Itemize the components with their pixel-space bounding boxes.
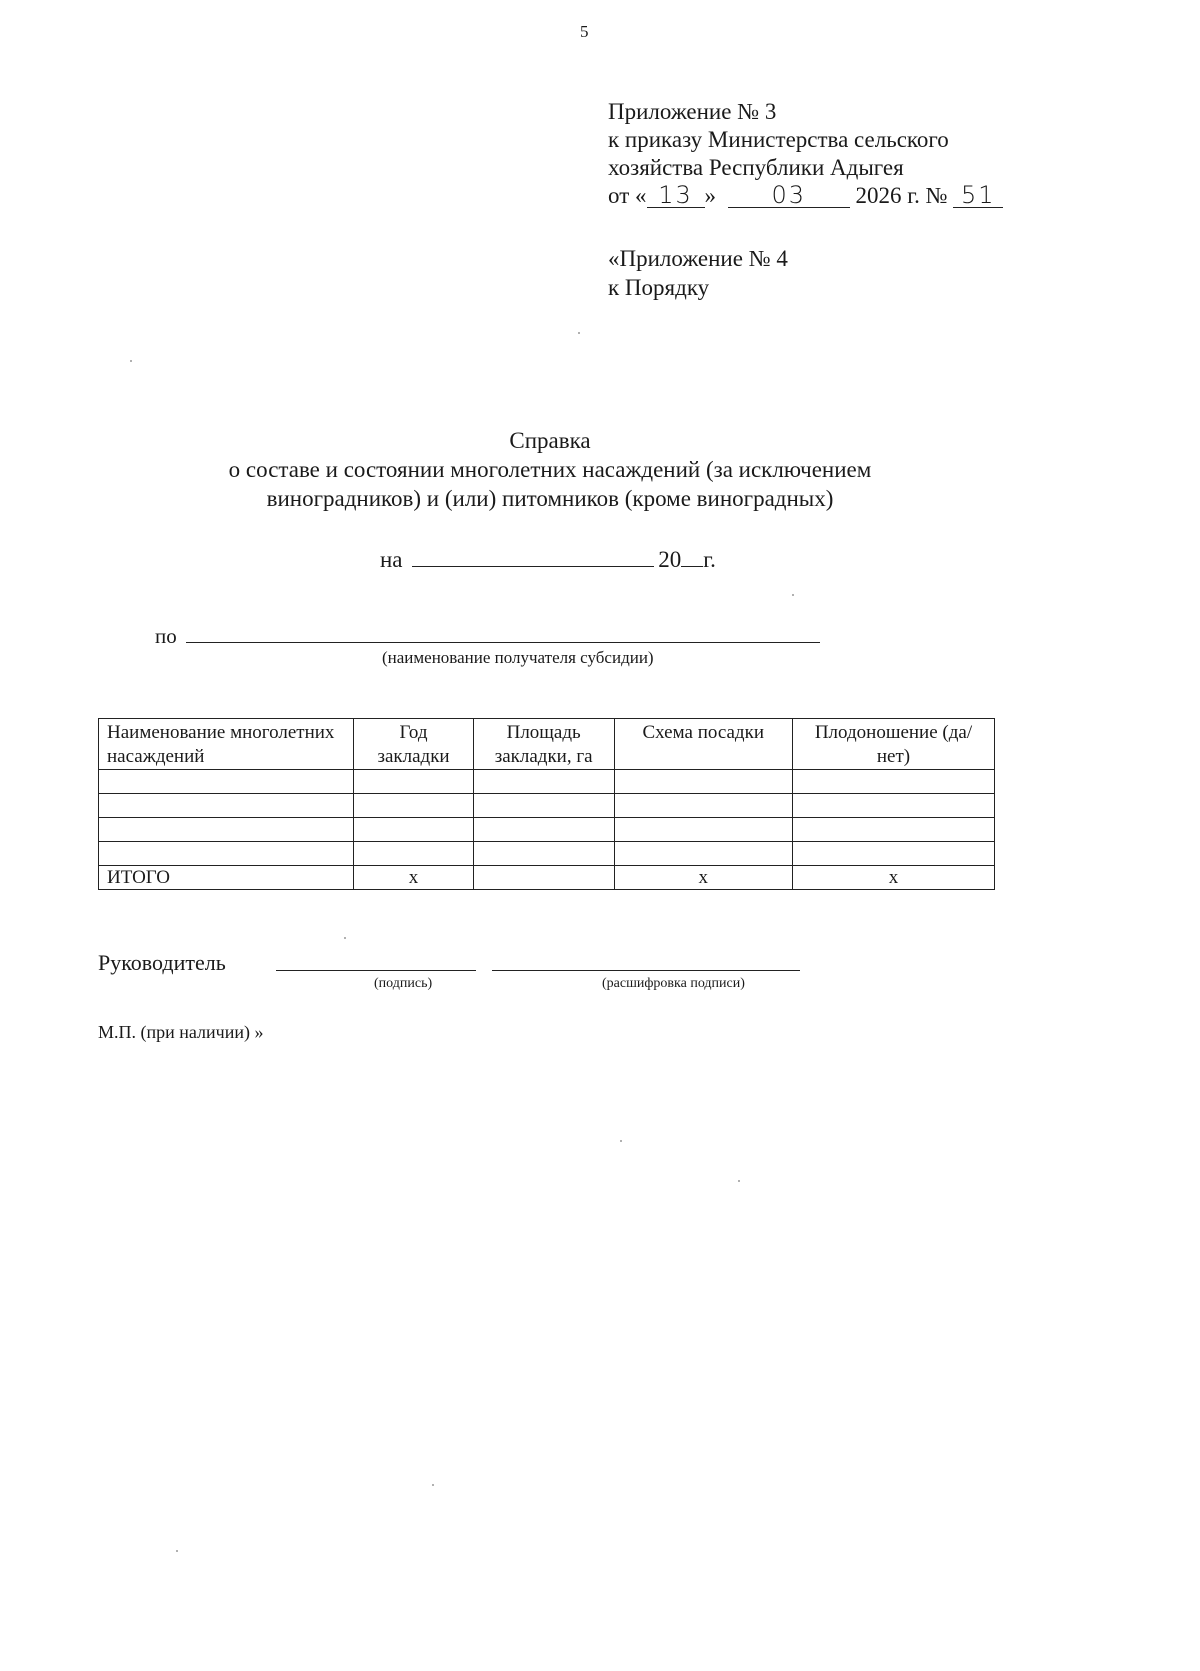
page-number: 5 — [580, 22, 589, 41]
table-row — [99, 770, 995, 794]
scan-speck — [344, 937, 346, 939]
recipient-note: (наименование получателя субсидии) — [382, 648, 654, 667]
scan-speck — [176, 1550, 178, 1552]
table-header-row — [99, 719, 995, 770]
handwritten-month: 03 — [728, 183, 850, 208]
document-title — [150, 426, 950, 513]
table-cell[interactable] — [614, 770, 792, 794]
table-cell[interactable] — [99, 770, 354, 794]
appendix-header — [608, 98, 1003, 210]
title-line-1: Справка — [509, 428, 591, 453]
title-line-2: о составе и состоянии многолетних насаждений (за исключением — [228, 457, 872, 482]
signature-decode-line[interactable] — [492, 970, 800, 971]
order-appendix-ref — [608, 244, 788, 302]
appendix-line-order: к приказу Министерства сельского — [608, 127, 949, 152]
table-total-row — [99, 866, 995, 890]
scan-speck — [130, 360, 132, 362]
head-label: Руководитель — [98, 950, 226, 975]
total-area[interactable] — [473, 866, 614, 890]
total-fruiting: х — [792, 866, 994, 890]
total-year: х — [354, 866, 474, 890]
scan-speck — [432, 1484, 434, 1486]
appendix-line-ministry: хозяйства Республики Адыгея — [608, 155, 904, 180]
handwritten-number: 51 — [953, 183, 1003, 208]
table-cell[interactable] — [354, 770, 474, 794]
table-cell[interactable] — [792, 794, 994, 818]
table-cell[interactable] — [792, 818, 994, 842]
stamp-note: М.П. (при наличии) » — [98, 1022, 264, 1042]
order-appendix-subtitle: к Порядку — [608, 275, 710, 300]
total-scheme: х — [614, 866, 792, 890]
appendix-title: Приложение № 3 — [608, 99, 777, 124]
appendix-date-line: от « 13 » 03 2026 г. № 51 — [608, 182, 1003, 210]
table-cell[interactable] — [792, 770, 994, 794]
table-cell[interactable] — [473, 818, 614, 842]
recipient-line: по — [155, 622, 820, 649]
table-cell[interactable] — [354, 794, 474, 818]
plantings-table — [98, 718, 995, 890]
signature-note: (подпись) — [374, 976, 433, 991]
table-row — [99, 794, 995, 818]
table-cell[interactable] — [473, 794, 614, 818]
header-name: Наименование многолетних насаждений — [99, 719, 354, 770]
scan-speck — [620, 1140, 622, 1142]
table-cell[interactable] — [792, 842, 994, 866]
year-blank[interactable] — [681, 546, 703, 567]
table-cell[interactable] — [473, 842, 614, 866]
table-cell[interactable] — [354, 842, 474, 866]
table-cell[interactable] — [99, 842, 354, 866]
table-cell[interactable] — [614, 842, 792, 866]
table-cell[interactable] — [473, 770, 614, 794]
date-blank[interactable] — [412, 546, 654, 567]
table-cell[interactable] — [614, 818, 792, 842]
total-label: ИТОГО — [99, 866, 354, 890]
report-date-line: на 20 г. — [380, 547, 716, 572]
signature-line[interactable] — [276, 970, 476, 971]
table-cell[interactable] — [354, 818, 474, 842]
table-cell[interactable] — [99, 794, 354, 818]
signature-decode-note: (расшифровка подписи) — [602, 976, 745, 991]
header-fruiting: Плодоношение (да/нет) — [792, 719, 994, 770]
header-scheme: Схема посадки — [614, 719, 792, 770]
header-year: Год закладки — [354, 719, 474, 770]
title-line-3: виноградников) и (или) питомников (кроме виноградных) — [266, 486, 834, 511]
scan-speck — [578, 332, 580, 334]
order-appendix-title: «Приложение № 4 — [608, 246, 788, 271]
handwritten-day: 13 — [647, 183, 705, 208]
table-cell[interactable] — [614, 794, 792, 818]
table-cell[interactable] — [99, 818, 354, 842]
scan-speck — [738, 1180, 740, 1182]
recipient-blank[interactable] — [186, 622, 820, 643]
table-row — [99, 818, 995, 842]
scan-speck — [792, 594, 794, 596]
table-row — [99, 842, 995, 866]
header-area: Площадь закладки, га — [473, 719, 614, 770]
